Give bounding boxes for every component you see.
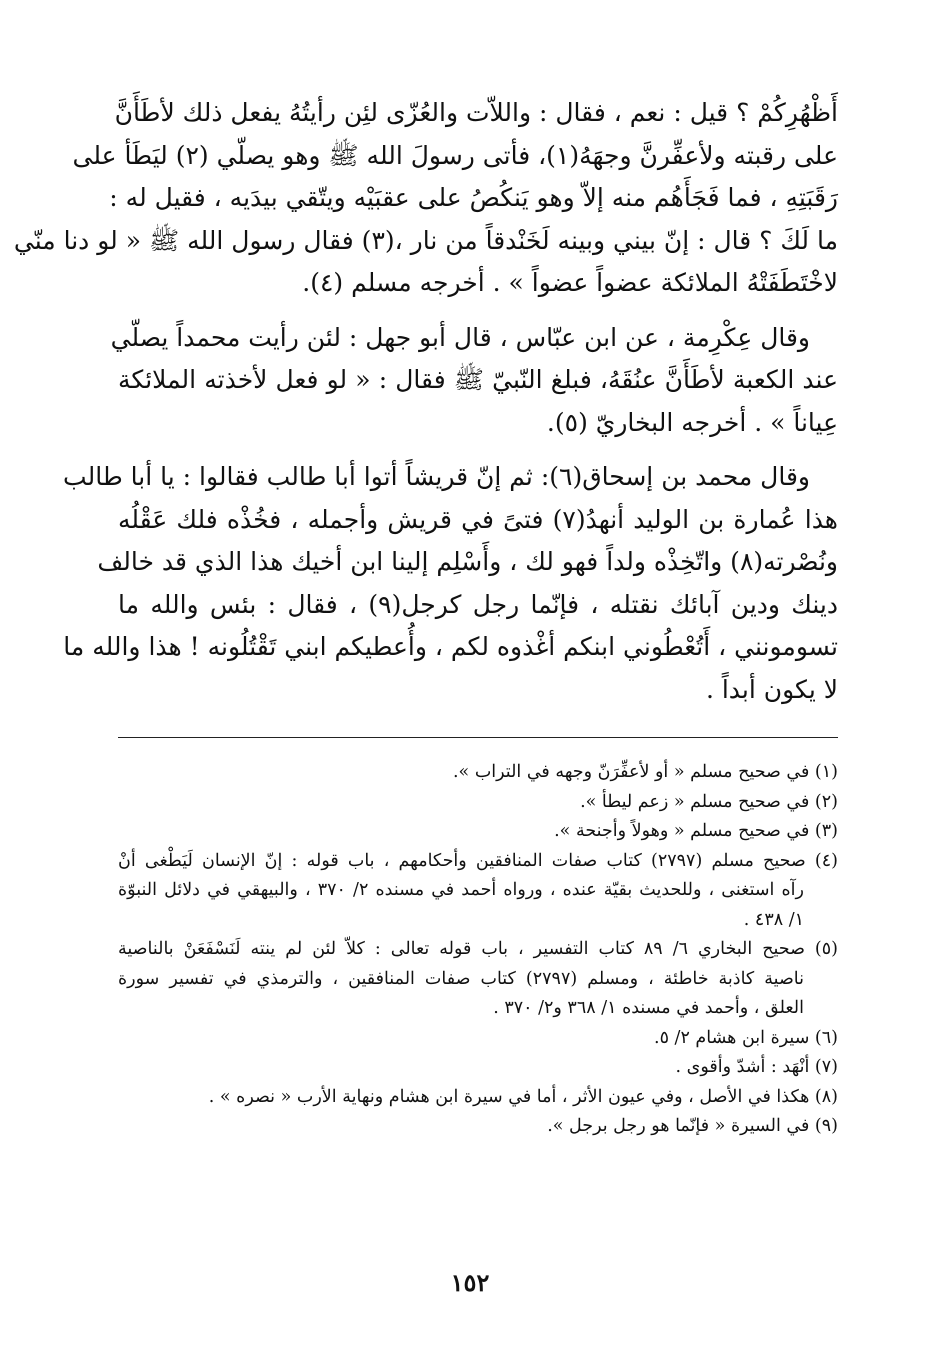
paragraph-2 [110, 317, 838, 445]
footnote-5-cont: العلق ، وأحمد في مسنده ١/ ٣٦٨ و٢/ ٣٧٠ . [493, 998, 804, 1018]
footnote-divider [118, 737, 838, 738]
text-line: على رقبته ولأعفِّرنَّ وجهَهُ(١)، فأتى رسولَ الله ﷺ وهو يصلّي (٢) ليَطَأ على [72, 140, 838, 170]
text-line: هذا عُمارة بن الوليد أنهدُ(٧) فتىً في قريش وأجمله ، فخُذْه فلك عَقْلُه [118, 504, 838, 534]
footnote-8: (٨) هكذا في الأصل ، وفي عيون الأثر ، أما في سيرة ابن هشام ونهاية الأرب « نصره » . [208, 1086, 838, 1107]
paragraph-3 [63, 456, 838, 711]
footnote-1: (١) في صحيح مسلم « أو لأعفِّرَنّ وجهه في التراب ». [452, 762, 838, 782]
footnote-3: (٣) في صحيح مسلم « وهولاً وأجنحة ». [554, 821, 838, 841]
footnote-4: (٤) صحيح مسلم (٢٧٩٧) كتاب صفات المنافقين وأحكامهم ، باب قوله : إنّ الإنسان لَيَطْغى أنْ [118, 850, 838, 871]
paragraph-1 [13, 92, 838, 305]
text-line: رَقَبَتِهِ ، فما فَجَأَهُم منه إلاّ وهو يَنكُصُ على عقبَيْه ويتّقي بيدَيه ، فقيل له : [109, 183, 838, 212]
text-line: عند الكعبة لأطَأَنَّ عنُقَهُ، فبلغ النّبيّ ﷺ فقال : « لو فعل لأخذته الملائكة [118, 365, 838, 394]
text-line: لاخْتَطَفَتْهُ الملائكة عضواً عضواً » . أخرجه مسلم (٤). [302, 268, 838, 297]
footnote-5-cont: ناصية كاذبة خاطئة ، ومسلم (٢٧٩٧) كتاب صفات المنافقين ، والترمذي في تفسير سورة [118, 968, 805, 989]
footnote-4-cont: ١/ ٤٣٨ . [743, 909, 804, 930]
text-line: ما لَكَ ؟ قال : إنّ بيني وبينه لَخَنْدقاً من نار ،(٣) فقال رسول الله ﷺ « لو دنا منّي [13, 225, 838, 255]
footnotes [118, 758, 838, 1142]
footnote-7: (٧) أنْهَد : أشدّ وأقوى . [675, 1057, 838, 1077]
text-line: أَظْهُرِكُمْ ؟ قيل : نعم ، فقال : واللاّت والعُزّى لئِن رأيتُهُ يفعل ذلك لأطَأَنَّ [114, 98, 838, 127]
footnote-9: (٩) في السيرة « فإنّما هو رجل برجل ». [547, 1116, 838, 1136]
text-line: عِياناً » . أخرجه البخاريّ (٥). [546, 407, 838, 437]
page-number: ١٥٢ [450, 1268, 490, 1297]
text-line: تسومونني ، أَتُعْطُوني ابنكم أغْذوه لكم ، وأُعطيكم ابني تَقْتُلُونه ! هذا والله ما [63, 632, 838, 661]
text-line: دينك ودين آبائك نقتله ، فإنّما رجل كرجل(٩) ، فقال : بئس والله ما [118, 589, 838, 619]
text-line: وقال عِكْرِمة ، عن ابن عبّاس ، قال أبو جهل : لئن رأيت محمداً يصلّي [110, 322, 810, 352]
text-line: لا يكون أبداً . [705, 674, 838, 704]
text-line: وقال محمد بن إسحاق(٦): ثم إنّ قريشاً أتوا أبا طالب فقالوا : يا أبا طالب [63, 462, 810, 491]
footnote-5: (٥) صحيح البخاري ٦/ ٨٩ كتاب التفسير ، باب قوله تعالى : كلاّ لئن لم ينته لَنَسْفَعَنْ بالناصية [118, 939, 838, 959]
page-content [13, 92, 838, 1142]
footnote-2: (٢) في صحيح مسلم « زعم ليطأ ». [580, 791, 838, 812]
footnote-6: (٦) سيرة ابن هشام ٢/ ٥. [653, 1027, 838, 1048]
footnote-4-cont: رآه استغنى ، وللحديث بقيّة عنده ، ورواه أحمد في مسنده ٢/ ٣٧٠ ، والبيهقي في دلائل النبوّة [118, 880, 804, 900]
text-line: ونُصْرته(٨) واتّخِذْه ولداً فهو لك ، وأَسْلِم إلينا ابن أخيك هذا الذي قد خالف [97, 547, 838, 576]
